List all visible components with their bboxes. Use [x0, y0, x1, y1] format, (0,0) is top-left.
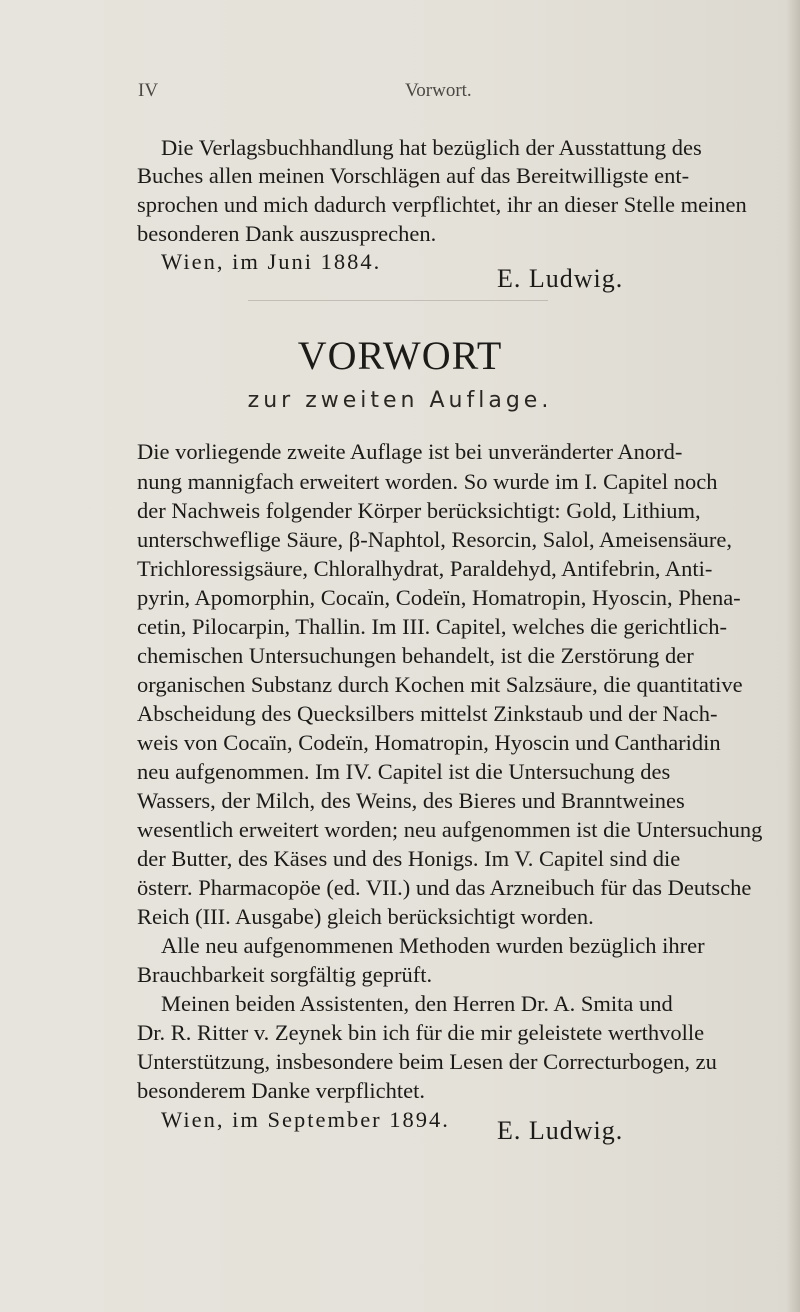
text-line: sprochen und mich dadurch verpflichtet, ihr an dieser Stelle meinen — [137, 192, 747, 217]
signature: E. Ludwig. — [497, 1116, 624, 1145]
text-line: Dr. R. Ritter v. Zeynek bin ich für die mir geleistete werthvolle — [137, 1020, 705, 1045]
text-line: unterschweflige Säure, β-Naphtol, Resorcin, Salol, Ameisensäure, — [137, 527, 733, 552]
text-line: Wassers, der Milch, des Weins, des Bieres und Branntweines — [137, 788, 685, 813]
text-line: nung mannigfach erweitert worden. So wurde im I. Capitel noch — [137, 469, 718, 494]
text-line: cetin, Pilocarpin, Thallin. Im III. Capitel, welches die gerichtlich- — [137, 614, 728, 639]
text-line: organischen Substanz durch Kochen mit Salzsäure, die quantitative — [137, 672, 743, 697]
page-edge-shadow — [786, 0, 800, 1312]
text-line: weis von Cocaïn, Codeïn, Homatropin, Hyoscin und Cantharidin — [137, 730, 721, 755]
text-line: der Butter, des Käses und des Honigs. Im V. Capitel sind die — [137, 846, 681, 871]
text-line: wesentlich erweitert worden; neu aufgenommen ist die Untersuchung — [137, 817, 763, 842]
section-subtitle: zur zweiten Auflage. — [247, 388, 553, 413]
text-line: Brauchbarkeit sorgfältig geprüft. — [137, 962, 433, 987]
text-line: Meinen beiden Assistenten, den Herren Dr. A. Smita und — [161, 991, 673, 1016]
signature: E. Ludwig. — [497, 264, 624, 293]
text-line: Trichloressigsäure, Chloralhydrat, Paraldehyd, Antifebrin, Anti- — [137, 556, 713, 581]
running-title: Vorwort. — [405, 80, 472, 101]
text-line: Die vorliegende zweite Auflage ist bei unveränderter Anord- — [137, 439, 683, 464]
text-line: Buches allen meinen Vorschlägen auf das Bereitwilligste ent- — [137, 163, 690, 188]
text-line: chemischen Untersuchungen behandelt, ist die Zerstörung der — [137, 643, 694, 668]
text-line: österr. Pharmacopöe (ed. VII.) und das Arzneibuch für das Deutsche — [137, 875, 752, 900]
text-line: pyrin, Apomorphin, Cocaïn, Codeïn, Homatropin, Hyoscin, Phena- — [137, 585, 741, 610]
text-line: Die Verlagsbuchhandlung hat bezüglich der Ausstattung des — [161, 135, 702, 160]
page-number: IV — [138, 80, 159, 101]
text-line: Abscheidung des Quecksilbers mittelst Zinkstaub und der Nach- — [137, 701, 718, 726]
section-divider — [248, 300, 548, 301]
text-line: der Nachweis folgender Körper berücksichtigt: Gold, Lithium, — [137, 498, 701, 523]
text-line: besonderem Danke verpflichtet. — [137, 1078, 426, 1103]
section-title: VORWORT — [297, 333, 503, 378]
place-date: Wien, im Juni 1884. — [161, 249, 382, 274]
place-date: Wien, im September 1894. — [161, 1107, 450, 1132]
text-line: Alle neu aufgenommenen Methoden wurden bezüglich ihrer — [161, 933, 705, 958]
text-line: besonderen Dank auszusprechen. — [137, 221, 437, 246]
text-line: neu aufgenommen. Im IV. Capitel ist die Untersuchung des — [137, 759, 671, 784]
text-line: Reich (III. Ausgabe) gleich berücksichtigt worden. — [137, 904, 594, 929]
text-line: Unterstützung, insbesondere beim Lesen der Correcturbogen, zu — [137, 1049, 717, 1074]
